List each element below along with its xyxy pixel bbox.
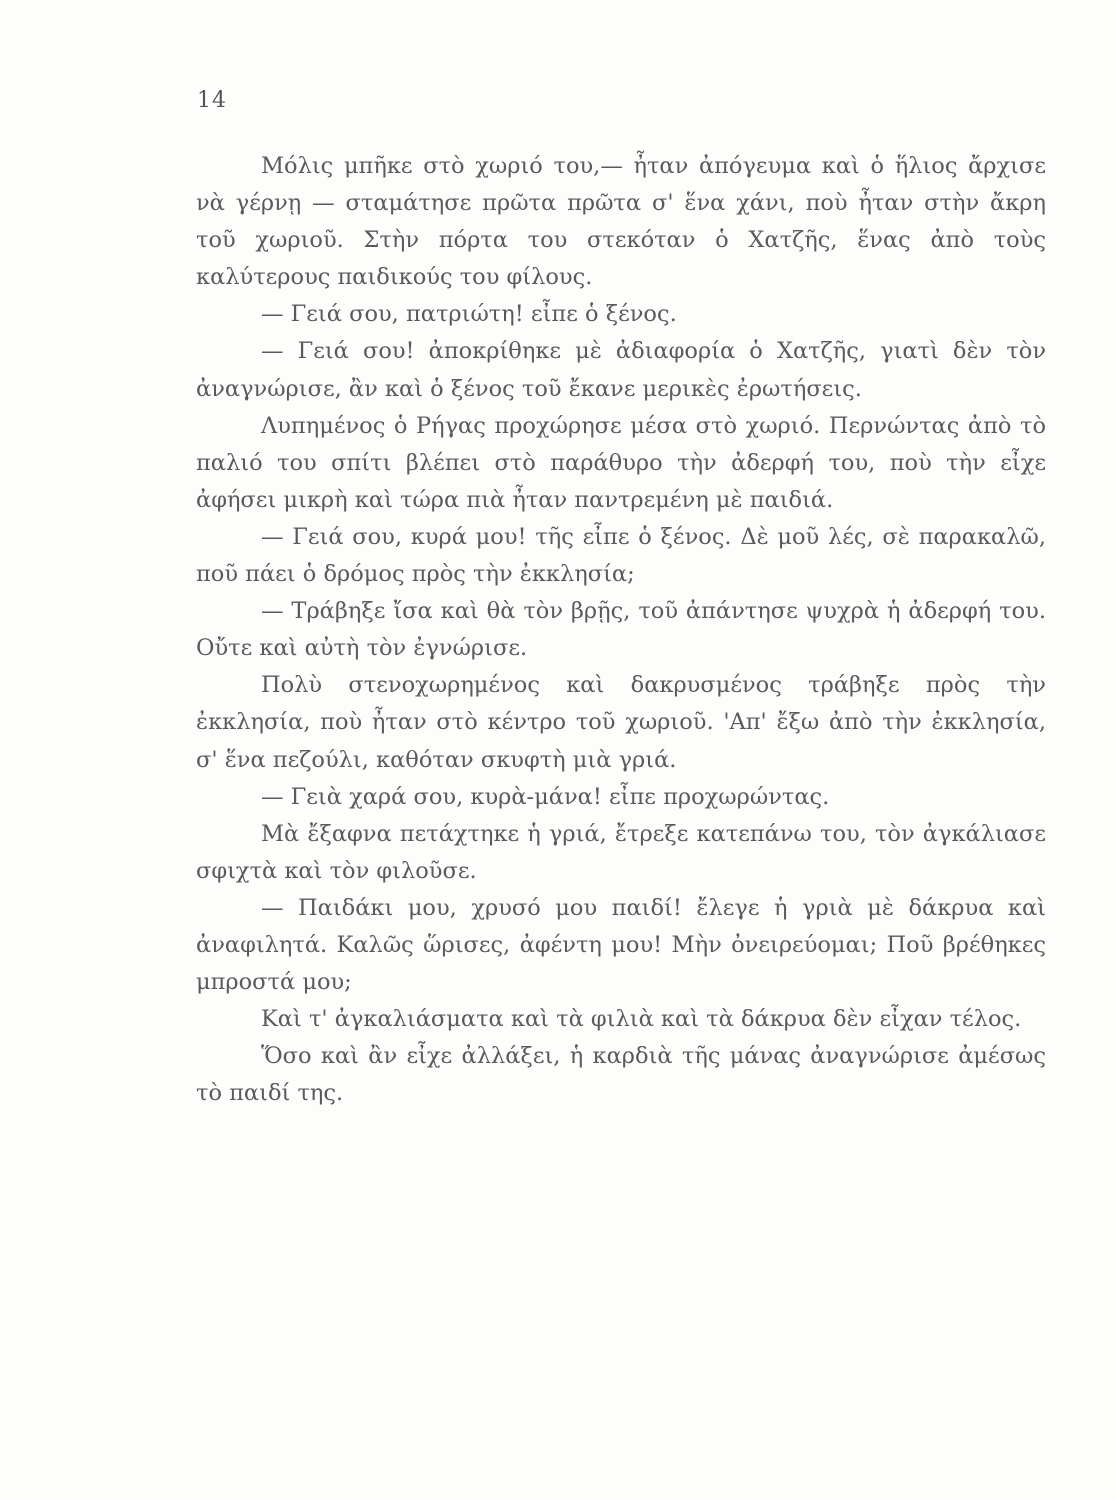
paragraph: Μόλις μπῆκε στὸ χωριό του,— ἦταν ἀπόγευμα καὶ ὁ ἥλιος ἄρχισε νὰ γέρνῃ — σταμάτησε πρῶτα πρῶτα σ' ἕνα χάνι, ποὺ ἦταν στὴν ἄκρη τοῦ χωριοῦ. Στὴν πόρτα του στεκόταν ὁ Χατζῆς, ἕνας ἀπὸ τοὺς καλύτερους παιδικούς του φίλους.: [196, 153, 1046, 291]
paragraph: Μὰ ἔξαφνα πετάχτηκε ἡ γριά, ἔτρεξε κατεπάνω του, τὸν ἀγκάλιασε σφιχτὰ καὶ τὸν φιλοῦσε.: [196, 820, 1046, 884]
body-text: [196, 148, 1046, 1112]
paragraph: — Τράβηξε ἴσα καὶ θὰ τὸν βρῇς, τοῦ ἀπάντησε ψυχρὰ ἡ ἀδερφή του. Οὔτε καὶ αὐτὴ τὸν ἐγνώρισε.: [196, 598, 1046, 662]
paragraph: — Γειά σου, κυρά μου! τῆς εἶπε ὁ ξένος. Δὲ μοῦ λές, σὲ παρακαλῶ, ποῦ πάει ὁ δρόμος πρὸς τὴν ἐκκλησία;: [196, 523, 1046, 588]
paragraph: — Παιδάκι μου, χρυσό μου παιδί! ἔλεγε ἡ γριὰ μὲ δάκρυα καὶ ἀναφιλητά. Καλῶς ὥρισες, ἀφέντη μου! Μὴν ὀνειρεύομαι; Ποῦ βρέθηκες μπροστά μου;: [196, 894, 1046, 996]
paragraph: Πολὺ στενοχωρημένος καὶ δακρυσμένος τράβηξε πρὸς τὴν ἐκκλησία, ποὺ ἦταν στὸ κέντρο τοῦ χωριοῦ. 'Απ' ἔξω ἀπὸ τὴν ἐκκλησία, σ' ἕνα πεζούλι, καθόταν σκυφτὴ μιὰ γριά.: [196, 672, 1046, 773]
paragraph: — Γειὰ χαρά σου, κυρὰ-μάνα! εἶπε προχωρώντας.: [261, 783, 830, 810]
paragraph: — Γειά σου, πατριώτη! εἶπε ὁ ξένος.: [261, 301, 677, 328]
paragraph: Λυπημένος ὁ Ρήγας προχώρησε μέσα στὸ χωριό. Περνώντας ἀπὸ τὸ παλιό του σπίτι βλέπει στὸ παράθυρο τὴν ἀδερφή του, ποὺ τὴν εἶχε ἀφήσει μικρὴ καὶ τώρα πιὰ ἦταν παντρεμένη μὲ παιδιά.: [196, 412, 1046, 513]
paragraph: Ὅσο καὶ ἂν εἶχε ἀλλάξει, ἡ καρδιὰ τῆς μάνας ἀναγνώρισε ἀμέσως τὸ παιδί της.: [196, 1043, 1046, 1107]
paragraph: — Γειά σου! ἀποκρίθηκε μὲ ἀδιαφορία ὁ Χατζῆς, γιατὶ δὲν τὸν ἀναγνώρισε, ἂν καὶ ὁ ξένος τοῦ ἔκανε μερικὲς ἐρωτήσεις.: [196, 338, 1046, 402]
paragraph: Καὶ τ' ἀγκαλιάσματα καὶ τὰ φιλιὰ καὶ τὰ δάκρυα δὲν εἶχαν τέλος.: [261, 1006, 1022, 1033]
page-number: 14: [197, 88, 227, 113]
